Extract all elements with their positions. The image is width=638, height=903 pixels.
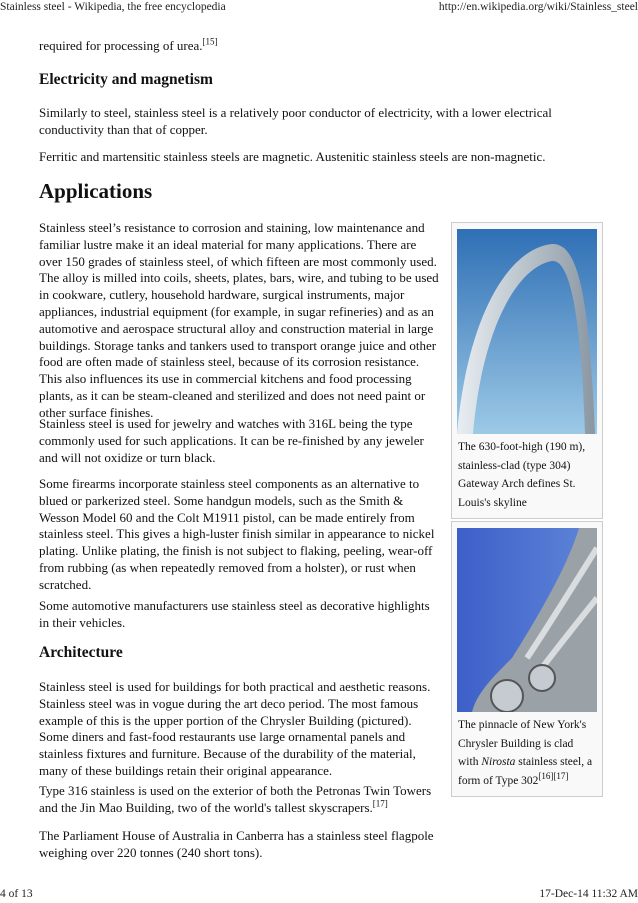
paragraph-petronas (39, 783, 431, 817)
text-line: in cookware, cutlery, household hardware, surgical instruments, major (39, 287, 405, 303)
text-line: Similarly to steel, stainless steel is a relatively poor conductor of electricity, with a lower electrical (39, 105, 552, 120)
paragraph-electricity (39, 105, 552, 139)
text-line: commonly used for such applications. It can be re-finished by any jeweler (39, 432, 424, 448)
header-url: http://en.wikipedia.org/wiki/Stainless_steel (438, 1, 638, 13)
text-line: stainless fixtures and furniture. Because of the durability of the material, (39, 746, 416, 762)
paragraph-architecture (39, 679, 430, 780)
caption-text: The pinnacle of New York's Chrysler Building is clad with (458, 719, 587, 768)
text-line: Stainless steel is used for jewelry and watches with 316L being the type (39, 416, 413, 431)
text-line: stainless steel. This gives a high-luster finish similar in appearance to nickel (39, 526, 435, 542)
figure-gateway-arch (451, 222, 603, 519)
text-line: The Parliament House of Australia in Canberra has a stainless steel flagpole (39, 828, 434, 843)
text-line: in their vehicles. (39, 614, 126, 630)
text-line: other surface finishes. (39, 404, 154, 420)
heading-electricity: Electricity and magnetism (39, 71, 213, 88)
chrysler-building-image[interactable] (457, 528, 597, 712)
text: required for processing of urea. (39, 38, 203, 53)
text-line: automotive and aerospace structural alloy and construction material in large (39, 320, 434, 336)
text-line: buildings. Storage tanks and tankers used to transport orange juice and other (39, 337, 437, 353)
figure-caption (452, 712, 602, 796)
page-number: 4 of 13 (0, 888, 33, 900)
text-line: plating. Unlike plating, the finish is not subject to flaking, peeling, wear-off (39, 543, 433, 559)
text-line: This also influences its use in commercial kitchens and food processing (39, 371, 412, 387)
figure-caption: The 630-foot-high (190 m), stainless-clad (type 304) Gateway Arch defines St. Louis's skyline (458, 441, 586, 509)
paragraph-jewelry (39, 416, 424, 466)
text-line: Stainless steel’s resistance to corrosion and staining, low maintenance and (39, 220, 425, 235)
text-line: and the Jin Mao Building, two of the world's tallest skyscrapers. (39, 799, 373, 815)
paragraph-automotive (39, 598, 430, 632)
text-line: weighing over 220 tonnes (240 short tons). (39, 844, 263, 860)
text-line: The alloy is milled into coils, sheets, plates, bars, wire, and tubing to be used (39, 270, 439, 286)
text-line: Stainless steel is used for buildings for both practical and aesthetic reasons. (39, 679, 431, 694)
text-line: plants, as it can be steam-cleaned and sterilized and does not need paint or (39, 387, 426, 403)
text-line: appliances, industrial equipment (for example, in sugar refineries) and as an (39, 303, 434, 319)
paragraph-applications (39, 220, 439, 422)
reference-link[interactable]: [16][17] (538, 770, 569, 781)
text-line: food are often made of stainless steel, because of its corrosion resistance. (39, 354, 420, 370)
gateway-arch-image[interactable] (457, 229, 597, 434)
text-line: Ferritic and martensitic stainless steels are magnetic. Austenitic stainless steels are non-magnetic. (39, 149, 546, 164)
text-line: Some firearms incorporate stainless steel components as an alternative to (39, 476, 420, 491)
text-line: scratched. (39, 576, 92, 592)
figure-chrysler-building (451, 521, 603, 797)
paragraph-parliament (39, 828, 434, 862)
text-line: Type 316 stainless is used on the exterior of both the Petronas Twin Towers (39, 783, 432, 798)
header-title: Stainless steel - Wikipedia, the free encyclopedia (0, 1, 226, 13)
text-line: Stainless steel was in vogue during the art deco period. The most famous (39, 695, 419, 711)
text-line: familiar lustre make it an ideal material for many applications. There are (39, 236, 417, 252)
heading-architecture: Architecture (39, 644, 123, 661)
text-line: many of these buildings retain their original appearance. (39, 762, 333, 778)
text-line: from rubbing (as when repeatedly removed from a holster), or rust when (39, 559, 416, 575)
text-line: conductivity than that of copper. (39, 121, 208, 137)
caption-italic: Nirosta (481, 756, 516, 768)
heading-applications: Applications (39, 179, 153, 203)
text-line: Some diners and fast-food restaurants use large ornamental panels and (39, 729, 406, 745)
paragraph-magnetism (39, 149, 546, 166)
text-line: Some automotive manufacturers use stainless steel as decorative highlights (39, 598, 430, 613)
text-line: Wesson Model 60 and the Colt M1911 pistol, can be made entirely from (39, 509, 415, 525)
reference-link[interactable]: [15] (202, 36, 218, 47)
paragraph-firearms (39, 476, 434, 594)
text-line: example of this is the upper portion of the Chrysler Building (pictured). (39, 712, 412, 728)
text-line: and will not oxidize or turn black. (39, 449, 216, 465)
paragraph-urea (39, 38, 218, 55)
caption-text: stainless steel, a form of Type 302 (458, 756, 593, 787)
text-line: over 150 grades of stainless steel, of which fifteen are most commonly used. (39, 253, 437, 269)
text-line: blued or parkerized steel. Some handgun models, such as the Smith & (39, 492, 404, 508)
reference-link[interactable]: [17] (372, 798, 388, 809)
print-datetime: 17-Dec-14 11:32 AM (539, 888, 638, 900)
